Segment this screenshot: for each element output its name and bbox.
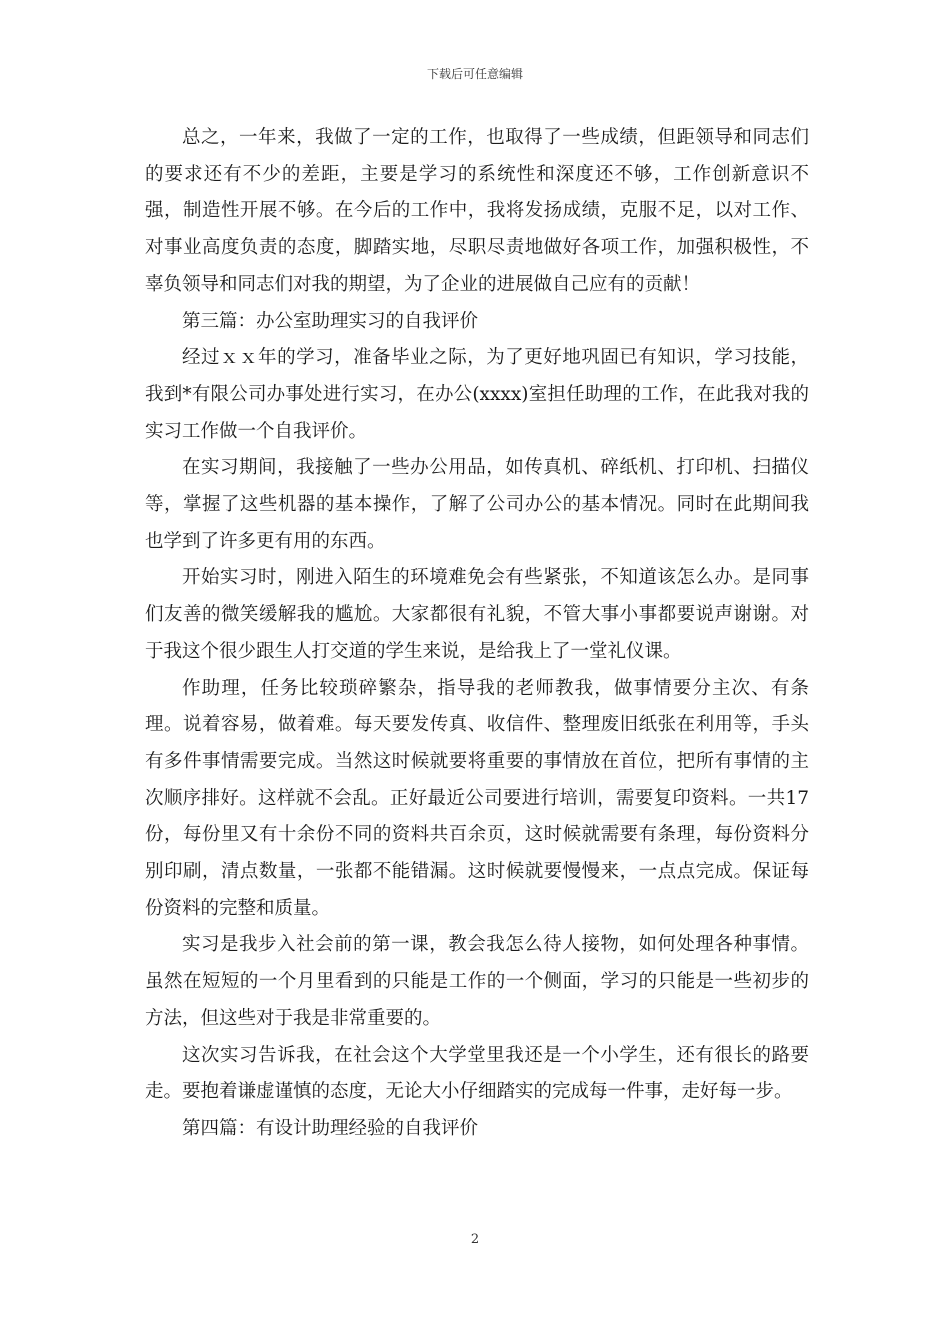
paragraph-intro: 经过ｘｘ年的学习，准备毕业之际，为了更好地巩固已有知识，学习技能，我到*有限公司办事处进行实习，在办公(xxxx)室担任助理的工作，在此我对我的实习工作做一个自我评价。 [145,347,809,442]
document-body [145,120,809,1148]
paragraph-conclusion: 这次实习告诉我，在社会这个大学堂里我还是一个小学生，还有很长的路要走。要抱着谦虚谨慎的态度，无论大小仔细踏实的完成每一件事，走好每一步。 [145,1044,809,1103]
paragraph-office-equipment: 在实习期间，我接触了一些办公用品，如传真机、碎纸机、打印机、扫描仪等，掌握了这些机器的基本操作，了解了公司办公的基本情况。同时在此期间我也学到了许多更有用的东西。 [145,457,809,552]
paragraph-summary: 总之，一年来，我做了一定的工作，也取得了一些成绩，但距领导和同志们的要求还有不少的差距，主要是学习的系统性和深度还不够，工作创新意识不强，制造性开展不够。在今后的工作中，我将发扬成绩，克服不足，以对工作、对事业高度负责的态度，脚踏实地，尽职尽责地做好各项工作，加强积极性，不辜负领导和同志们对我的期望，为了企业的进展做自己应有的贡献！ [145,127,809,295]
page-header-note: 下载后可任意编辑 [426,67,523,81]
paragraph-start: 开始实习时，刚进入陌生的环境难免会有些紧张，不知道该怎么办。是同事们友善的微笑缓解我的尴尬。大家都很有礼貌，不管大事小事都要说声谢谢。对于我这个很少跟生人打交道的学生来说，是给我上了一堂礼仪课。 [145,567,809,662]
paragraph-assistant-tasks: 作助理，任务比较琐碎繁杂，指导我的老师教我，做事情要分主次、有条理。说着容易，做着难。每天要发传真、收信件、整理废旧纸张在利用等，手头有多件事情需要完成。当然这时候就要将重要的事情放在首位，把所有事情的主次顺序排好。这样就不会乱。正好最近公司要进行培训，需要复印资料。一共17份，每份里又有十余份不同的资料共百余页，这时候就需要有条理，每份资料分别印刷，清点数量，一张都不能错漏。这时候就要慢慢来，一点点完成。保证每份资料的完整和质量。 [145,677,809,919]
page-number: 2 [470,1232,480,1247]
paragraph-first-lesson: 实习是我步入社会前的第一课，教会我怎么待人接物，如何处理各种事情。虽然在短短的一个月里看到的只能是工作的一个侧面，学习的只能是一些初步的方法，但这些对于我是非常重要的。 [145,934,809,1029]
section-heading-4: 第四篇：有设计助理经验的自我评价 [182,1117,479,1139]
section-heading-3: 第三篇：办公室助理实习的自我评价 [182,310,479,332]
